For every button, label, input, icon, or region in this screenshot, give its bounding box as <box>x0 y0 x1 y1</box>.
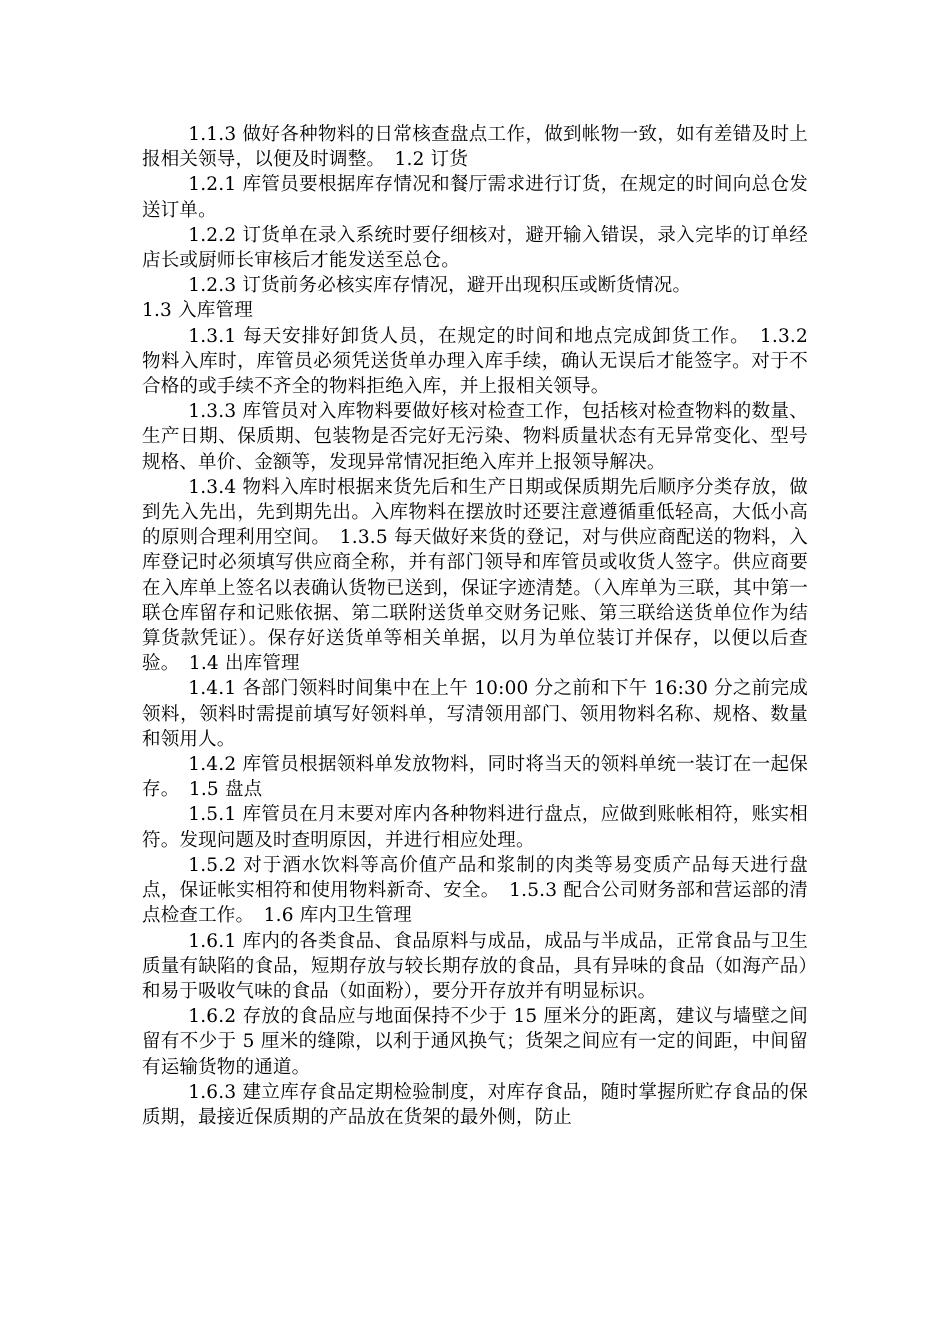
paragraph: 1.2.2 订货单在录入系统时要仔细核对，避开输入错误，录入完毕的订单经店长或厨师长审核后才能发送至总仓。 <box>142 224 808 272</box>
paragraph: 1.5.2 对于酒水饮料等高价值产品和浆制的肉类等易变质产品每天进行盘点，保证帐实相符和使用物料新奇、安全。 1.5.3 配合公司财务部和营运部的清点检查工作。 1.6 库内卫生管理 <box>142 854 808 927</box>
paragraph: 1.1.3 做好各种物料的日常核查盘点工作，做到帐物一致，如有差错及时上报相关领导，以便及时调整。 1.2 订货 <box>142 124 808 171</box>
paragraph: 1.5.1 库管员在月末要对库内各种物料进行盘点，应做到账帐相符，账实相符。发现问题及时查明原因，并进行相应处理。 <box>142 804 808 851</box>
paragraph: 1.3.4 物料入库时根据来货先后和生产日期或保质期先后顺序分类存放，做到先入先出，先到期先出。入库物料在摆放时还要注意遵循重低轻高，大低小高的原则合理利用空间。 1.3.5 每天做好来货的登记，对与供应商配送的物料，入库登记时必须填写供应商全称，并有部门领导和库管员或收货人签字。供应商要在入库单上签名以表确认货物已送到，保证字迹清楚。（入库单为三联，其中第一联仓库留存和记账依据、第二联附送货单交财务记账、第三联给送货单位作为结算货款凭证）。保存好送货单等相关单据，以月为单位装订并保存，以便以后查验。 1.4 出库管理 <box>142 476 808 675</box>
paragraph: 1.4.2 库管员根据领料单发放物料，同时将当天的领料单统一装订在一起保存。 1.5 盘点 <box>142 754 808 801</box>
section-heading: 1.3 入库管理 <box>142 300 253 322</box>
paragraph: 1.3.3 库管员对入库物料要做好核对检查工作，包括核对检查物料的数量、生产日期、保质期、包装物是否完好无污染、物料质量状态有无异常变化、型号规格、单价、金额等，发现异常情况拒绝入库并上报领导解决。 <box>142 401 808 473</box>
paragraph: 1.2.3 订货前务必核实库存情况，避开出现积压或断货情况。 <box>188 275 692 297</box>
paragraph: 1.6.1 库内的各类食品、食品原料与成品，成品与半成品，正常食品与卫生质量有缺陷的食品，短期存放与较长期存放的食品，具有异味的食品（如海产品）和易于吸收气味的食品（如面粉），要分开存放并有明显标识。 <box>142 930 808 1002</box>
paragraph: 1.6.2 存放的食品应与地面保持不少于 15 厘米分的距离，建议与墙壁之间留有不少于 5 厘米的缝隙，以利于通风换气；货架之间应有一定的间距，中间留有运输货物的通道。 <box>142 1006 808 1078</box>
paragraph: 1.2.1 库管员要根据库存情况和餐厅需求进行订货，在规定的时间向总仓发送订单。 <box>142 174 808 221</box>
paragraph: 1.3.1 每天安排好卸货人员，在规定的时间和地点完成卸货工作。 1.3.2 物料入库时，库管员必须凭送货单办理入库手续，确认无误后才能签字。对于不合格的或手续不齐全的物料拒绝入库，并上报相关领导。 <box>142 325 808 398</box>
paragraph: 1.4.1 各部门领料时间集中在上午 10:00 分之前和下午 16:30 分之前完成领料，领料时需提前填写好领料单，写清领用部门、领用物料名称、规格、数量和领用人。 <box>142 678 808 750</box>
document-body <box>142 122 808 1130</box>
paragraph: 1.6.3 建立库存食品定期检验制度，对库存食品，随时掌握所贮存食品的保质期，最接近保质期的产品放在货架的最外侧，防止 <box>142 1081 808 1128</box>
